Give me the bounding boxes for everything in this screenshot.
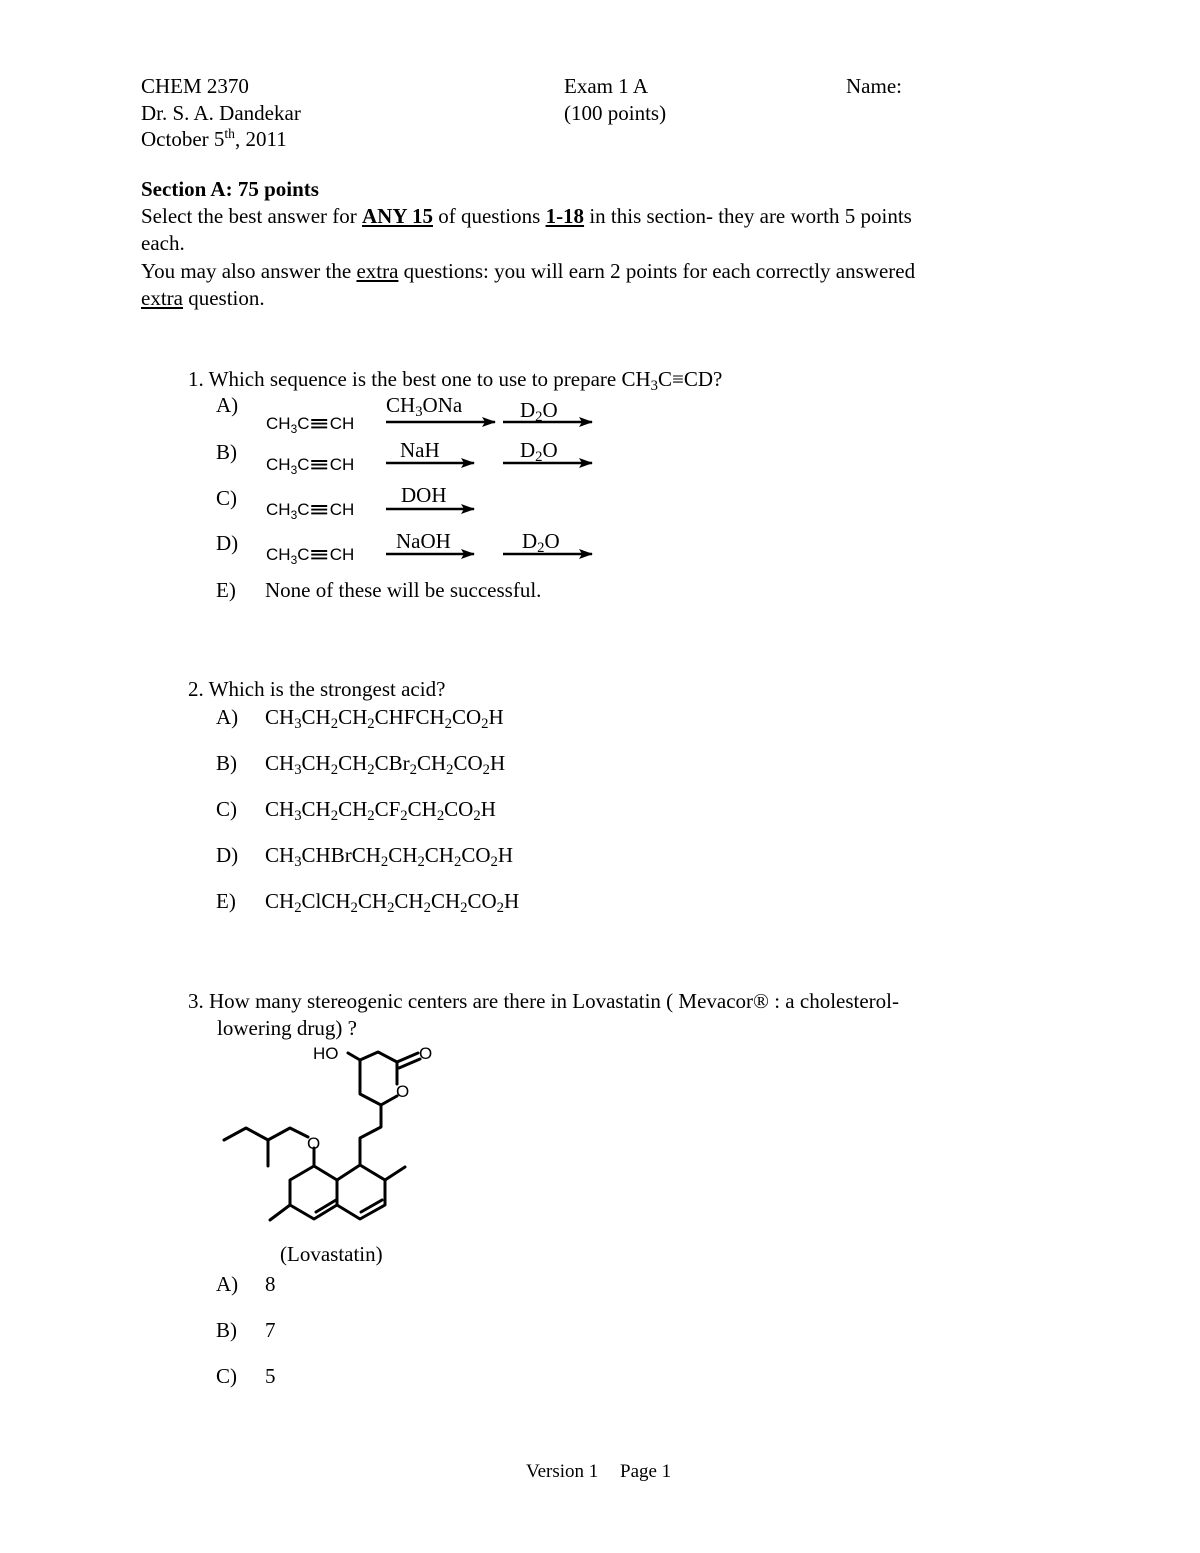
atom-label-ho: HO [313,1044,339,1063]
atom-label-o-ester: O [307,1134,321,1153]
q2-option-e-label[interactable]: E) [216,889,236,913]
exam-title: Exam 1 A [564,74,648,98]
left-ring-bonds [290,1166,337,1219]
q2-option-d-formula: $CH_3CHBrCH_2CH_2CH_2CO_2H$ [265,843,514,870]
q2-option-d-label[interactable]: D) [216,843,239,867]
section-title: Section A: 75 points [141,177,319,201]
q2-option-b-formula: $CH_3CH_2CH_2CBr_2CH_2CO_2H$ [265,751,506,778]
course-code: CHEM 2370 [141,74,249,98]
q1-option-b-reagent-2: $D_2O$ [520,438,558,465]
q1-option-a-reactant: $CH_3C\equiv CH$ [266,414,355,436]
ester-chain [224,1128,308,1140]
footer-version: Version 1 [526,1461,599,1482]
q1-option-e-label[interactable]: E) [216,578,236,602]
linker-chain [360,1105,381,1165]
right-ring-double-bond [361,1200,382,1212]
exam-date: October 5th, 2011 [141,126,287,151]
q1-option-a-reagent-2: $D_2O$ [520,398,558,425]
question-1-stem: 1. Which sequence is the best one to use to prepare $CH_3C\equiv CD$? [188,367,723,394]
methyl-right [385,1167,405,1180]
q3-option-b-label[interactable]: B) [216,1318,237,1342]
question-3-stem-line-2: lowering drug) ? [217,1016,357,1040]
q1-option-d-label[interactable]: D) [216,531,239,555]
q1-option-b-reagent-1: NaH [400,438,440,462]
q1-option-b-label[interactable]: B) [216,440,237,464]
q1-option-d-reagent-2: $D_2O$ [522,529,560,556]
instructions-line-2: each. [141,231,185,255]
methyl-left [270,1205,290,1220]
q3-option-b-text: 7 [265,1318,276,1342]
question-2-stem: 2. Which is the strongest acid? [188,677,446,701]
footer-page: Page 1 [620,1461,672,1482]
structure-caption: (Lovastatin) [280,1242,383,1266]
q2-option-c-label[interactable]: C) [216,797,237,821]
q3-option-a-label[interactable]: A) [216,1272,239,1296]
atom-label-o-carbonyl: O [419,1044,433,1063]
instructor-name: Dr. S. A. Dandekar [141,101,301,125]
atom-label-o-ring: O [396,1082,410,1101]
q2-option-a-label[interactable]: A) [216,705,239,729]
name-label: Name: [846,74,902,98]
q1-option-c-reactant: $CH_3C\equiv CH$ [266,500,355,522]
q2-option-c-formula: $CH_3CH_2CH_2CF_2CH_2CO_2H$ [265,797,496,824]
instructions-line-4: extra question. [141,286,265,310]
q1-option-d-reagent-1: NaOH [396,529,451,553]
q1-option-b-reactant: $CH_3C\equiv CH$ [266,455,355,477]
q1-option-d-reactant: $CH_3C\equiv CH$ [266,545,355,567]
exam-points: (100 points) [564,101,667,125]
q1-option-e-text: None of these will be successful. [265,578,542,602]
q2-option-b-label[interactable]: B) [216,751,237,775]
q3-option-c-label[interactable]: C) [216,1364,237,1388]
question-3-stem-line-1: 3. How many stereogenic centers are there in Lovastatin ( Mevacor® : a cholesterol- [188,989,900,1013]
instructions-line-3: You may also answer the extra questions: you will earn 2 points for each correctly answered [141,259,916,283]
q1-option-a-reagent-1: $CH_3ONa$ [386,393,463,420]
q2-option-a-formula: $CH_3CH_2CH_2CHFCH_2CO_2H$ [265,705,504,732]
lactone-ring-bonds [348,1052,397,1084]
q3-option-c-text: 5 [265,1364,276,1388]
q1-option-c-reagent: DOH [401,483,447,507]
q1-option-c-label[interactable]: C) [216,486,237,510]
q2-option-e-formula: $CH_2ClCH_2CH_2CH_2CH_2CO_2H$ [265,889,520,916]
instructions-line-1: Select the best answer for ANY 15 of questions 1-18 in this section- they are worth 5 points [141,204,912,228]
q1-option-a-label[interactable]: A) [216,393,239,417]
lactone-ring-bonds-2 [360,1060,397,1105]
q3-option-a-text: 8 [265,1272,276,1296]
